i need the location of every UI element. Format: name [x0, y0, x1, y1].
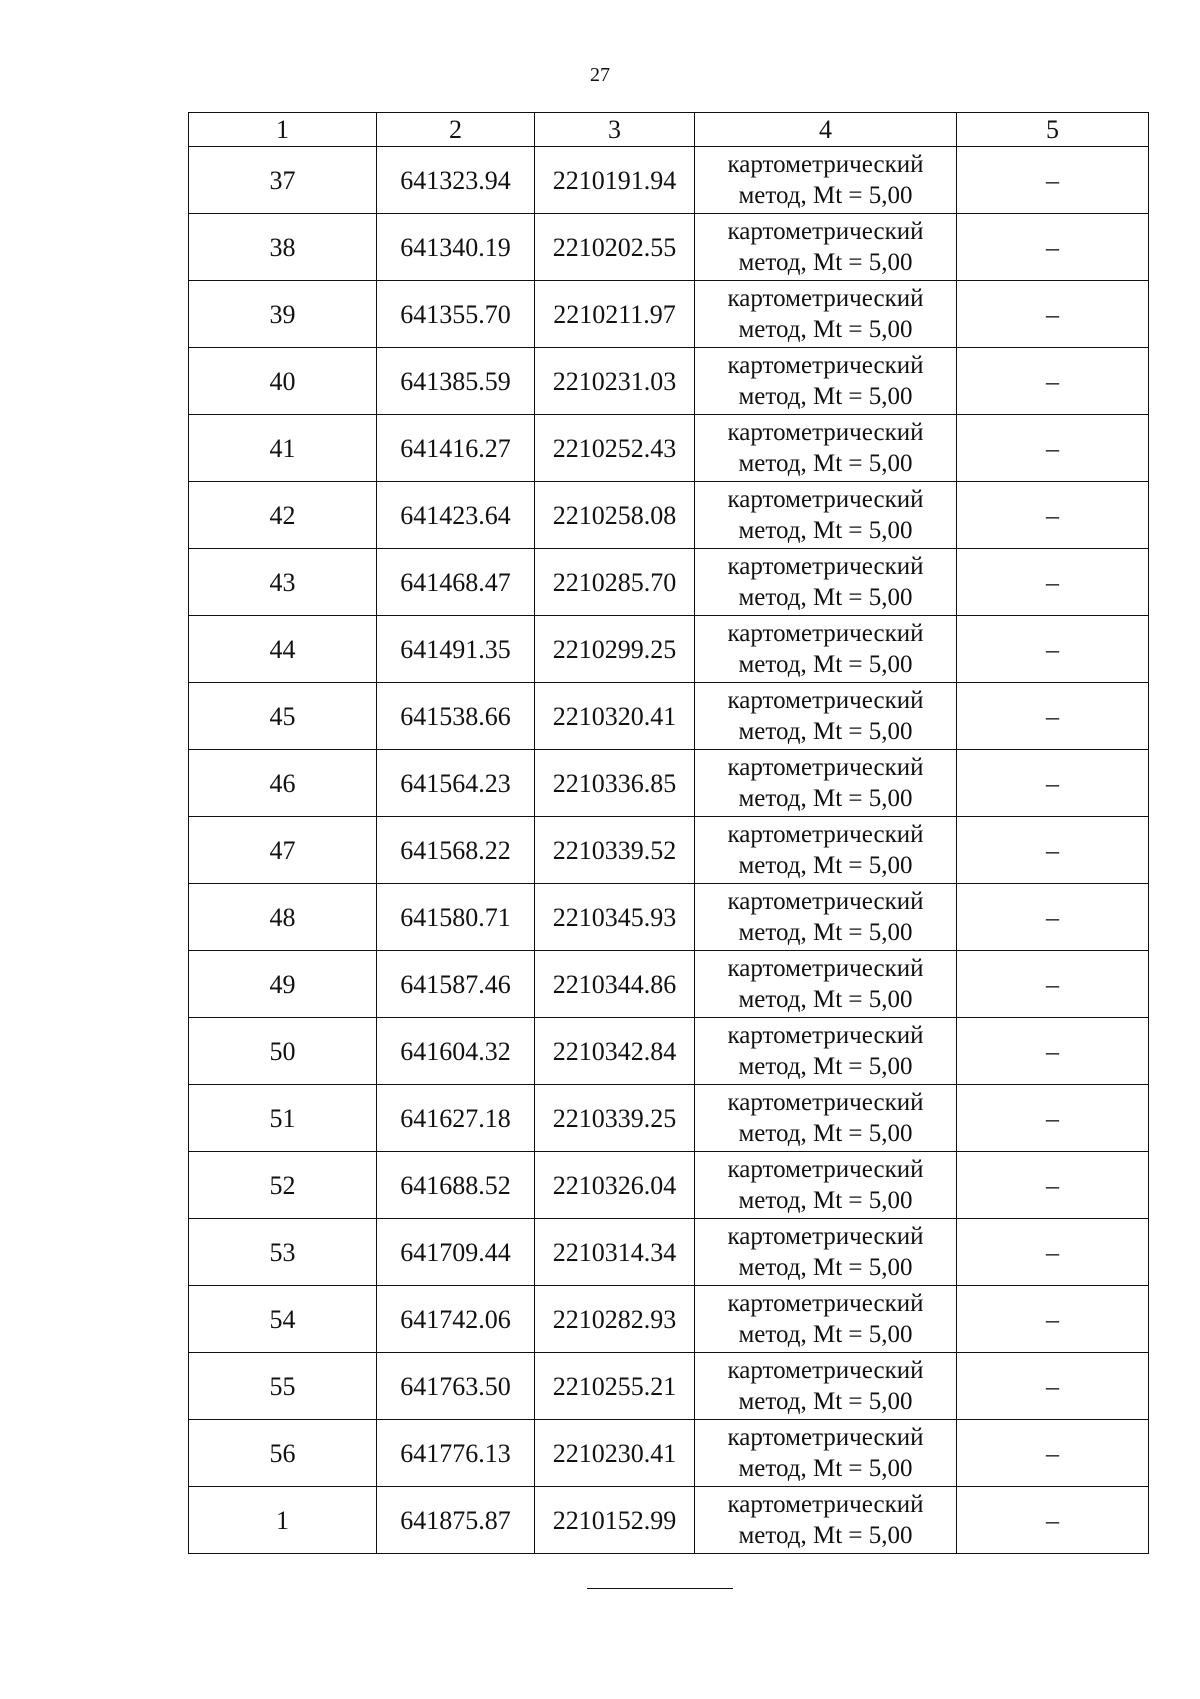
table-row: [189, 415, 1149, 482]
table-row: [189, 750, 1149, 817]
x-coordinate-cell: 641776.13: [377, 1420, 535, 1487]
y-coordinate-cell: 2210282.93: [535, 1286, 695, 1353]
y-coordinate-cell: 2210345.93: [535, 884, 695, 951]
header-cell-1: 1: [189, 113, 377, 147]
y-coordinate-cell: 2210326.04: [535, 1152, 695, 1219]
method-line-2: метод, Mt = 5,00: [738, 1053, 913, 1080]
table-row: [189, 951, 1149, 1018]
method-cell: [695, 683, 957, 750]
description-cell: –: [957, 884, 1149, 951]
description-cell: –: [957, 1420, 1149, 1487]
table-row: [189, 348, 1149, 415]
point-number-cell: 56: [189, 1420, 377, 1487]
x-coordinate-cell: 641742.06: [377, 1286, 535, 1353]
method-line-2: метод, Mt = 5,00: [738, 182, 913, 209]
method-cell: [695, 616, 957, 683]
method-line-2: метод, Mt = 5,00: [738, 919, 913, 946]
method-line-2: метод, Mt = 5,00: [738, 785, 913, 812]
method-line-1: картометрический: [727, 888, 924, 915]
method-line-1: картометрический: [727, 1156, 924, 1183]
point-number-cell: 50: [189, 1018, 377, 1085]
point-number-cell: 47: [189, 817, 377, 884]
header-cell-4: 4: [695, 113, 957, 147]
method-cell: [695, 1219, 957, 1286]
x-coordinate-cell: 641323.94: [377, 147, 535, 214]
point-number-cell: 48: [189, 884, 377, 951]
method-line-1: картометрический: [727, 1357, 924, 1384]
table-body: [189, 147, 1149, 1554]
method-line-2: метод, Mt = 5,00: [738, 1120, 913, 1147]
x-coordinate-cell: 641627.18: [377, 1085, 535, 1152]
table-row: [189, 1085, 1149, 1152]
point-number-cell: 53: [189, 1219, 377, 1286]
x-coordinate-cell: 641423.64: [377, 482, 535, 549]
method-line-2: метод, Mt = 5,00: [738, 651, 913, 678]
y-coordinate-cell: 2210231.03: [535, 348, 695, 415]
method-cell: [695, 482, 957, 549]
y-coordinate-cell: 2210255.21: [535, 1353, 695, 1420]
method-line-2: метод, Mt = 5,00: [738, 1187, 913, 1214]
point-number-cell: 44: [189, 616, 377, 683]
method-line-1: картометрический: [727, 1290, 924, 1317]
method-cell: [695, 1152, 957, 1219]
y-coordinate-cell: 2210320.41: [535, 683, 695, 750]
table-row: [189, 1353, 1149, 1420]
point-number-cell: 1: [189, 1487, 377, 1554]
point-number-cell: 54: [189, 1286, 377, 1353]
x-coordinate-cell: 641385.59: [377, 348, 535, 415]
method-line-2: метод, Mt = 5,00: [738, 1455, 913, 1482]
method-line-2: метод, Mt = 5,00: [738, 1321, 913, 1348]
x-coordinate-cell: 641688.52: [377, 1152, 535, 1219]
method-line-1: картометрический: [727, 1424, 924, 1451]
method-line-1: картометрический: [727, 352, 924, 379]
method-line-1: картометрический: [727, 553, 924, 580]
method-cell: [695, 1018, 957, 1085]
point-number-cell: 37: [189, 147, 377, 214]
y-coordinate-cell: 2210230.41: [535, 1420, 695, 1487]
description-cell: –: [957, 1353, 1149, 1420]
x-coordinate-cell: 641491.35: [377, 616, 535, 683]
description-cell: –: [957, 1018, 1149, 1085]
x-coordinate-cell: 641564.23: [377, 750, 535, 817]
x-coordinate-cell: 641355.70: [377, 281, 535, 348]
x-coordinate-cell: 641538.66: [377, 683, 535, 750]
table-row: [189, 281, 1149, 348]
y-coordinate-cell: 2210342.84: [535, 1018, 695, 1085]
point-number-cell: 55: [189, 1353, 377, 1420]
y-coordinate-cell: 2210314.34: [535, 1219, 695, 1286]
coordinates-table: [188, 112, 1149, 1554]
table-row: [189, 1420, 1149, 1487]
table-row: [189, 1487, 1149, 1554]
method-line-1: картометрический: [727, 1022, 924, 1049]
table-row: [189, 214, 1149, 281]
description-cell: –: [957, 348, 1149, 415]
y-coordinate-cell: 2210299.25: [535, 616, 695, 683]
point-number-cell: 52: [189, 1152, 377, 1219]
method-line-2: метод, Mt = 5,00: [738, 450, 913, 477]
method-line-1: картометрический: [727, 754, 924, 781]
method-line-1: картометрический: [727, 285, 924, 312]
method-cell: [695, 1353, 957, 1420]
description-cell: –: [957, 817, 1149, 884]
method-line-2: метод, Mt = 5,00: [738, 986, 913, 1013]
y-coordinate-cell: 2210336.85: [535, 750, 695, 817]
x-coordinate-cell: 641416.27: [377, 415, 535, 482]
page-number: 27: [590, 64, 610, 86]
description-cell: –: [957, 1219, 1149, 1286]
header-cell-5: 5: [957, 113, 1149, 147]
method-line-1: картометрический: [727, 1223, 924, 1250]
header-cell-3: 3: [535, 113, 695, 147]
y-coordinate-cell: 2210258.08: [535, 482, 695, 549]
point-number-cell: 38: [189, 214, 377, 281]
method-cell: [695, 214, 957, 281]
method-line-1: картометрический: [727, 486, 924, 513]
description-cell: –: [957, 214, 1149, 281]
method-line-2: метод, Mt = 5,00: [738, 718, 913, 745]
method-cell: [695, 1286, 957, 1353]
method-line-2: метод, Mt = 5,00: [738, 249, 913, 276]
method-cell: [695, 549, 957, 616]
table-row: [189, 1286, 1149, 1353]
point-number-cell: 42: [189, 482, 377, 549]
method-cell: [695, 147, 957, 214]
method-line-1: картометрический: [727, 821, 924, 848]
method-line-1: картометрический: [727, 218, 924, 245]
x-coordinate-cell: 641604.32: [377, 1018, 535, 1085]
end-rule: [587, 1588, 733, 1589]
method-cell: [695, 1085, 957, 1152]
x-coordinate-cell: 641763.50: [377, 1353, 535, 1420]
table-row: [189, 616, 1149, 683]
table-row: [189, 817, 1149, 884]
point-number-cell: 40: [189, 348, 377, 415]
method-line-2: метод, Mt = 5,00: [738, 1254, 913, 1281]
method-line-2: метод, Mt = 5,00: [738, 316, 913, 343]
table-row: [189, 1152, 1149, 1219]
y-coordinate-cell: 2210152.99: [535, 1487, 695, 1554]
point-number-cell: 49: [189, 951, 377, 1018]
x-coordinate-cell: 641580.71: [377, 884, 535, 951]
description-cell: –: [957, 1152, 1149, 1219]
method-line-2: метод, Mt = 5,00: [738, 517, 913, 544]
header-row: [189, 113, 1149, 147]
method-line-2: метод, Mt = 5,00: [738, 383, 913, 410]
method-line-1: картометрический: [727, 687, 924, 714]
point-number-cell: 46: [189, 750, 377, 817]
x-coordinate-cell: 641468.47: [377, 549, 535, 616]
description-cell: –: [957, 1286, 1149, 1353]
x-coordinate-cell: 641875.87: [377, 1487, 535, 1554]
table-row: [189, 1018, 1149, 1085]
method-cell: [695, 951, 957, 1018]
description-cell: –: [957, 549, 1149, 616]
method-line-1: картометрический: [727, 955, 924, 982]
method-cell: [695, 1420, 957, 1487]
y-coordinate-cell: 2210339.25: [535, 1085, 695, 1152]
y-coordinate-cell: 2210211.97: [535, 281, 695, 348]
method-line-2: метод, Mt = 5,00: [738, 584, 913, 611]
y-coordinate-cell: 2210285.70: [535, 549, 695, 616]
method-cell: [695, 415, 957, 482]
x-coordinate-cell: 641340.19: [377, 214, 535, 281]
x-coordinate-cell: 641568.22: [377, 817, 535, 884]
x-coordinate-cell: 641587.46: [377, 951, 535, 1018]
table-row: [189, 482, 1149, 549]
y-coordinate-cell: 2210339.52: [535, 817, 695, 884]
table-row: [189, 683, 1149, 750]
method-cell: [695, 817, 957, 884]
description-cell: –: [957, 1487, 1149, 1554]
description-cell: –: [957, 750, 1149, 817]
description-cell: –: [957, 415, 1149, 482]
description-cell: –: [957, 1085, 1149, 1152]
method-cell: [695, 884, 957, 951]
table-row: [189, 884, 1149, 951]
description-cell: –: [957, 683, 1149, 750]
point-number-cell: 45: [189, 683, 377, 750]
method-line-2: метод, Mt = 5,00: [738, 1388, 913, 1415]
point-number-cell: 43: [189, 549, 377, 616]
method-line-1: картометрический: [727, 151, 924, 178]
point-number-cell: 51: [189, 1085, 377, 1152]
description-cell: –: [957, 281, 1149, 348]
method-cell: [695, 750, 957, 817]
description-cell: –: [957, 482, 1149, 549]
method-line-1: картометрический: [727, 620, 924, 647]
table-row: [189, 549, 1149, 616]
method-line-1: картометрический: [727, 419, 924, 446]
x-coordinate-cell: 641709.44: [377, 1219, 535, 1286]
y-coordinate-cell: 2210191.94: [535, 147, 695, 214]
method-line-2: метод, Mt = 5,00: [738, 1522, 913, 1549]
method-line-1: картометрический: [727, 1089, 924, 1116]
table-row: [189, 1219, 1149, 1286]
point-number-cell: 41: [189, 415, 377, 482]
point-number-cell: 39: [189, 281, 377, 348]
table-row: [189, 147, 1149, 214]
method-line-2: метод, Mt = 5,00: [738, 852, 913, 879]
description-cell: –: [957, 616, 1149, 683]
y-coordinate-cell: 2210344.86: [535, 951, 695, 1018]
y-coordinate-cell: 2210252.43: [535, 415, 695, 482]
description-cell: –: [957, 147, 1149, 214]
method-cell: [695, 281, 957, 348]
description-cell: –: [957, 951, 1149, 1018]
method-cell: [695, 348, 957, 415]
method-line-1: картометрический: [727, 1491, 924, 1518]
method-cell: [695, 1487, 957, 1554]
header-cell-2: 2: [377, 113, 535, 147]
y-coordinate-cell: 2210202.55: [535, 214, 695, 281]
